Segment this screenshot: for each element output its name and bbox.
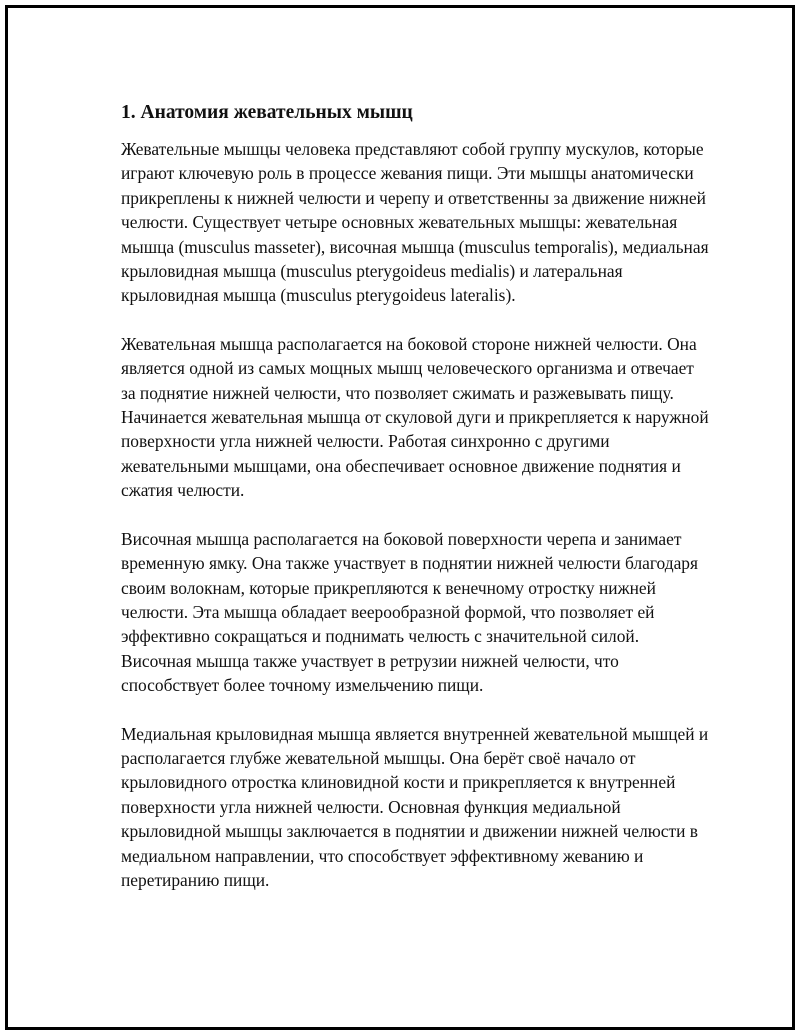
paragraph-masseter: Жевательная мышца располагается на боковой стороне нижней челюсти. Она является одной из самых мощных мышц человеческого организма и отвечает за поднятие нижней челюсти, что позволяет сжимать и разжевывать пищу. Начинается жевательная мышца от скуловой дуги и прикрепляется к наружной поверхности угла нижней челюсти. Работая синхронно с другими жевательными мышцами, она обеспечивает основное движение поднятия и сжатия челюсти. <box>121 333 709 501</box>
paragraph-overview: Жевательные мышцы человека представляют собой группу мускулов, которые играют ключевую роль в процессе жевания пищи. Эти мышцы анатомически прикреплены к нижней челюсти и черепу и ответственны за движение нижней челюсти. Существует четыре основных жевательных мышцы: жевательная мышца (musculus masseter), височная мышца (musculus temporalis), медиальная крыловидная мышца (musculus pterygoideus medialis) и латеральная крыловидная мышца (musculus pterygoideus lateralis). <box>121 139 709 306</box>
section-title: 1. Анатомия жевательных мышц <box>121 102 413 123</box>
document-body <box>121 101 711 916</box>
page-frame <box>5 5 795 1030</box>
paragraph-temporalis: Височная мышца располагается на боковой поверхности черепа и занимает временную ямку. Она также участвует в поднятии нижней челюсти благодаря своим волокнам, которые прикрепляются к венечному отростку нижней челюсти. Эта мышца обладает веерообразной формой, что позволяет ей эффективно сокращаться и поднимать челюсть с значительной силой. Височная мышца также участвует в ретрузии нижней челюсти, что способствует более точному измельчению пищи. <box>121 528 699 696</box>
paragraph-medial-pterygoid: Медиальная крыловидная мышца является внутренней жевательной мышцей и располагается глубже жевательной мышцы. Она берёт своё начало от крыловидного отростка клиновидной кости и прикрепляется к внутренней поверхности угла нижней челюсти. Основная функция медиальной крыловидной мышцы заключается в поднятии и движении нижней челюсти в медиальном направлении, что способствует эффективному жеванию и перетиранию пищи. <box>121 723 709 890</box>
